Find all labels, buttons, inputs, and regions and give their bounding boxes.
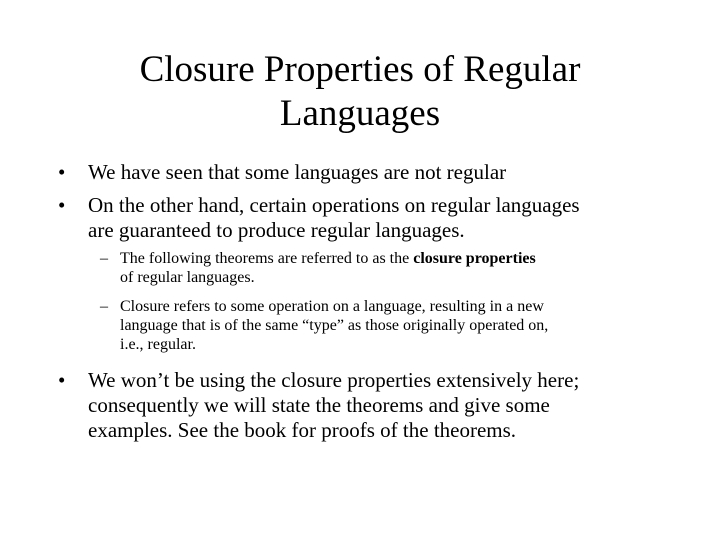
sub-bullet-text	[120, 297, 680, 354]
sub-bullet-text	[120, 249, 680, 287]
bullet-text	[88, 193, 688, 243]
sub-bullet-line: language that is of the same “type” as those originally operated on,	[120, 317, 549, 334]
bullet-marker: •	[58, 368, 66, 392]
sub-bullet-line: of regular languages.	[120, 269, 255, 286]
closure-properties-term: closure properties	[413, 250, 536, 267]
bullet-line: We have seen that some languages are not regular	[88, 160, 507, 184]
sub-bullet-line: Closure refers to some operation on a language, resulting in a new	[120, 298, 544, 315]
sub-bullet-line-prefix: The following theorems are referred to as the	[120, 250, 414, 267]
bullet-line: On the other hand, certain operations on regular languages	[88, 193, 580, 217]
sub-bullet-line	[120, 249, 680, 268]
sub-bullet-marker: –	[100, 250, 108, 267]
slide-title-line: Closure Properties of Regular	[139, 49, 581, 90]
slide-title	[60, 48, 660, 136]
slide-title-line: Languages	[279, 93, 441, 134]
bullet-marker: •	[58, 193, 66, 217]
bullet-line: examples. See the book for proofs of the theorems.	[88, 418, 517, 442]
bullet-line: consequently we will state the theorems and give some	[88, 393, 550, 417]
bullet-text	[88, 160, 688, 185]
bullet-text	[88, 368, 688, 443]
sub-bullet-line: i.e., regular.	[120, 336, 196, 353]
sub-bullet-marker: –	[100, 298, 108, 315]
bullet-line: We won’t be using the closure properties extensively here;	[88, 368, 580, 392]
bullet-marker: •	[58, 160, 66, 184]
bullet-line: are guaranteed to produce regular languages.	[88, 218, 465, 242]
